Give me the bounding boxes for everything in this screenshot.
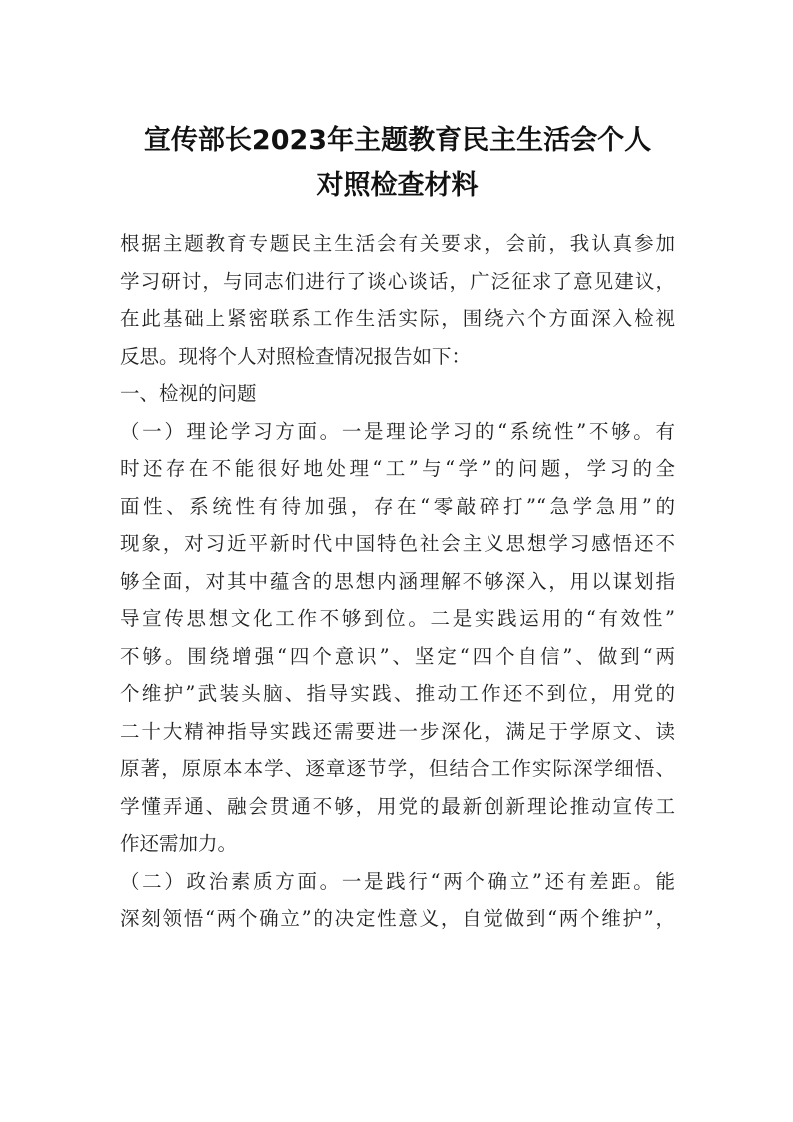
- intro-paragraph: [120, 225, 675, 375]
- text-line: 现象，对习近平新时代中国特色社会主义思想学习感悟还不: [120, 532, 675, 555]
- text-line: 二十大精神指导实践还需要进一步深化，满足于学原文、读: [120, 719, 675, 743]
- text-line: 够全面，对其中蕴含的思想内涵理解不够深入，用以谋划指: [120, 569, 675, 593]
- political-quality-paragraph: [120, 863, 675, 938]
- text-line: （一）理论学习方面。一是理论学习的“系统性”不够。有: [120, 419, 675, 443]
- text-line: （二）政治素质方面。一是践行“两个确立”还有差距。能: [120, 869, 675, 893]
- text-line: 面性、系统性有待加强，存在“零敲碎打”“急学急用”的: [120, 494, 675, 518]
- document-title: [120, 118, 675, 208]
- text-line: 学懂弄通、融会贯通不够，用党的最新创新理论推动宣传工: [120, 794, 675, 818]
- text-line: 个维护”武装头脑、指导实践、推动工作还不到位，用党的: [120, 682, 675, 705]
- text-line: 学习研讨，与同志们进行了谈心谈话，广泛征求了意见建议，: [120, 269, 675, 293]
- section-heading: [120, 375, 675, 413]
- title-line: 宣传部长2023年主题教育民主生活会个人: [143, 125, 652, 156]
- text-line: 作还需加力。: [120, 832, 238, 855]
- document-body: [120, 225, 675, 938]
- text-line: 一、检视的问题: [120, 382, 257, 405]
- text-line: 导宣传思想文化工作不够到位。二是实践运用的“有效性”: [120, 607, 675, 630]
- text-line: 时还存在不能很好地处理“工”与“学”的问题，学习的全: [120, 457, 675, 480]
- theory-study-paragraph: [120, 413, 675, 863]
- text-line: 在此基础上紧密联系工作生活实际，围绕六个方面深入检视: [120, 307, 675, 330]
- text-line: 深刻领悟“两个确立”的决定性意义，自觉做到“两个维护”，: [120, 907, 675, 930]
- text-line: 原著，原原本本学、逐章逐节学，但结合工作实际深学细悟、: [120, 757, 675, 780]
- text-line: 根据主题教育专题民主生活会有关要求，会前，我认真参加: [120, 232, 675, 255]
- title-line: 对照检查材料: [316, 170, 479, 201]
- text-line: 反思。现将个人对照检查情况报告如下：: [120, 344, 472, 368]
- text-line: 不够。围绕增强“四个意识”、坚定“四个自信”、做到“两: [120, 644, 675, 668]
